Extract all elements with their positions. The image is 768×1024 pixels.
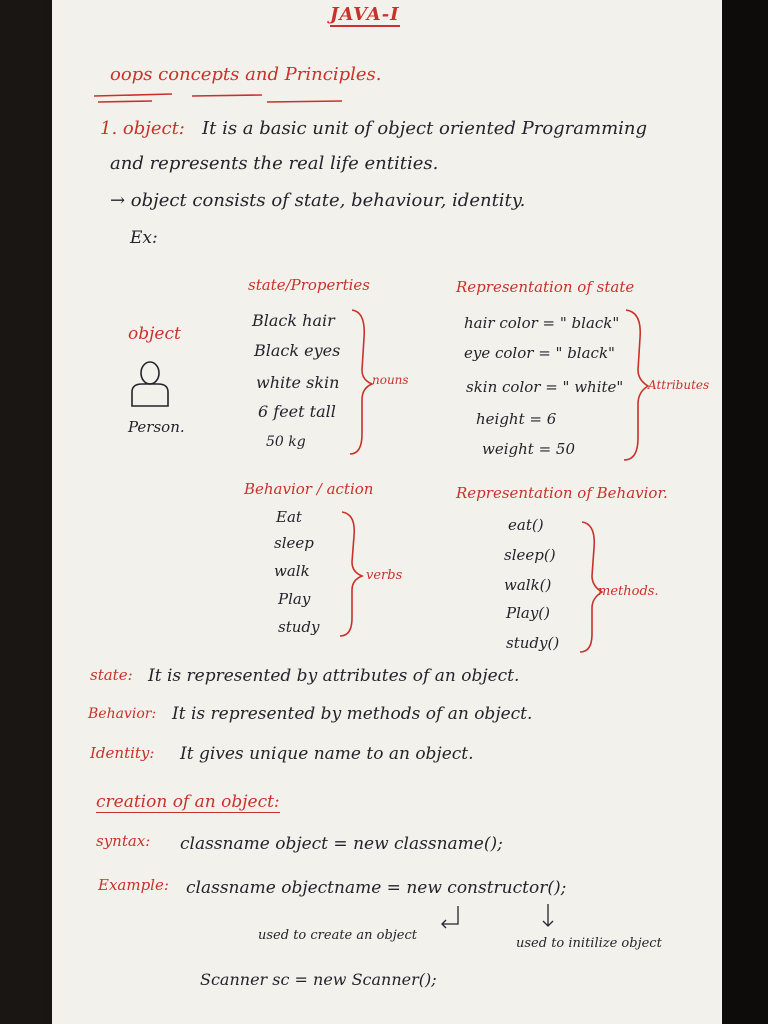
behavior-item: Eat (276, 508, 302, 526)
rep-behavior-item: Play() (506, 604, 551, 622)
creation-heading: creation of an object: (96, 792, 280, 812)
behavior-item: study (278, 618, 320, 636)
behavior-def-text: It is represented by methods of an object. (172, 704, 533, 724)
object-def-line1: It is a basic unit of object oriented Programming (202, 118, 648, 139)
object-word: object (128, 324, 181, 344)
state-item: Black hair (252, 311, 335, 330)
rep-behavior-item: walk() (504, 576, 552, 594)
background-strip (722, 0, 768, 1024)
person-icon (128, 360, 172, 408)
example2-text: classname objectname = new constructor(); (186, 878, 567, 898)
verbs-brace (338, 510, 368, 640)
example-label: Ex: (130, 228, 158, 248)
syntax-label: syntax: (96, 832, 151, 850)
rep-state-item: height = 6 (476, 410, 557, 428)
state-item: Black eyes (254, 341, 341, 360)
verbs-label: verbs (366, 568, 403, 583)
heading-underline (92, 92, 372, 108)
attributes-label: Attributes (648, 378, 710, 392)
example2-label: Example: (98, 876, 169, 894)
identity-def-label: Identity: (90, 744, 155, 762)
state-item: white skin (256, 373, 340, 392)
rep-behavior-item: eat() (508, 516, 544, 534)
syntax-text: classname object = new classname(); (180, 834, 503, 854)
behavior-item: sleep (274, 534, 314, 552)
section-heading: oops concepts and Principles. (110, 64, 382, 85)
behavior-header: Behavior / action (244, 480, 374, 498)
object-def-line3: → object consists of state, behaviour, identity. (110, 190, 526, 211)
state-def-label: state: (90, 666, 133, 684)
identity-def-text: It gives unique name to an object. (180, 744, 474, 764)
rep-behavior-header: Representation of Behavior. (456, 484, 668, 502)
note-create: used to create an object (258, 928, 417, 943)
page-title: JAVA-I (330, 4, 400, 25)
methods-label: methods. (598, 584, 659, 599)
rep-state-item: skin color = " white" (466, 378, 624, 396)
state-item: 50 kg (266, 434, 306, 450)
notebook-page (52, 0, 722, 1024)
behavior-item: Play (278, 590, 311, 608)
rep-state-item: eye color = " black" (464, 344, 615, 362)
scanner-line: Scanner sc = new Scanner(); (200, 970, 437, 989)
annotation-arrows (440, 902, 560, 938)
behavior-item: walk (274, 562, 310, 580)
rep-state-item: hair color = " black" (464, 314, 620, 332)
nouns-label: nouns (372, 373, 409, 387)
state-item: 6 feet tall (258, 402, 336, 421)
rep-state-item: weight = 50 (482, 440, 575, 458)
behavior-def-label: Behavior: (88, 706, 157, 722)
state-def-text: It is represented by attributes of an object. (148, 666, 520, 686)
rep-behavior-item: sleep() (504, 546, 556, 564)
person-label: Person. (128, 418, 185, 436)
state-header: state/Properties (248, 276, 370, 294)
rep-behavior-item: study() (506, 634, 560, 652)
object-def-line2: and represents the real life entities. (110, 153, 439, 174)
rep-state-header: Representation of state (456, 278, 635, 296)
note-init: used to initilize object (516, 936, 662, 951)
object-label: 1. object: (100, 118, 185, 139)
